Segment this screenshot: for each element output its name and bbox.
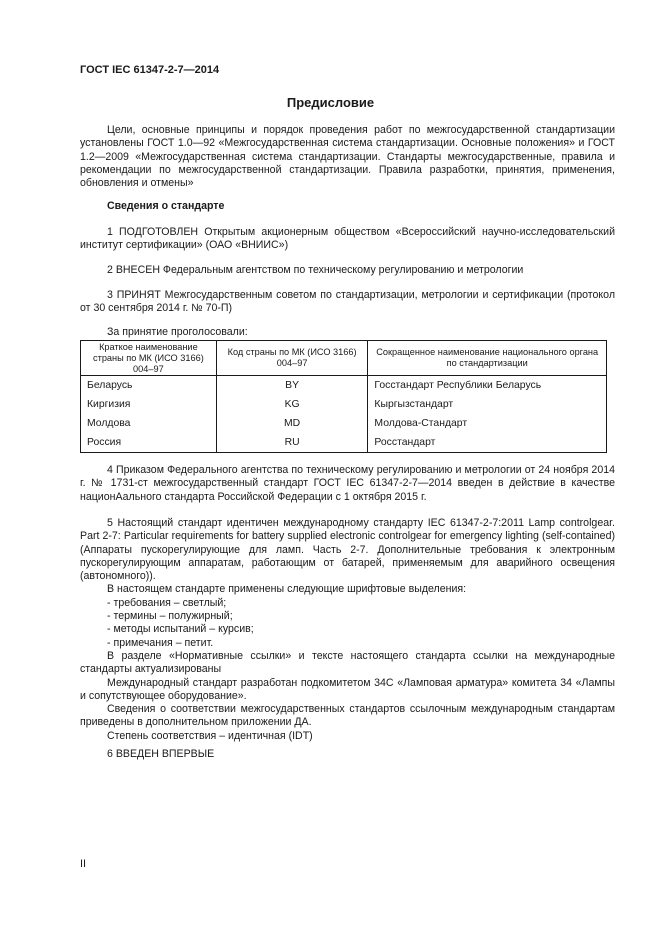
item-6: 6 ВВЕДЕН ВПЕРВЫЕ [107, 748, 215, 760]
vote-caption: За принятие проголосовали: [107, 326, 248, 338]
item-1-block [80, 226, 615, 253]
list-item: - методы испытаний – курсив; [107, 623, 254, 636]
item-4: 4 Приказом Федерального агентства по техническому регулированию и метрологии от 24 ноября 2014 г. № 1731-ст межгосударственный стандарт ГОСТ IEC 61347-2-7—2014 введен в действие в качестве национАального стандарта Российской Федерации с 1 октября 2015 г. [80, 464, 615, 503]
table-row [81, 414, 607, 433]
list-item: - примечания – петит. [107, 636, 214, 649]
item-1: 1 ПОДГОТОВЛЕН Открытым акционерным обществом «Всероссийский научно-исследовательский институт сертификации» (ОАО «ВНИИС») [80, 226, 615, 252]
table-cell-code: MD [216, 414, 368, 433]
item-5: 5 Настоящий стандарт идентичен международному стандарту IEC 61347-2-7:2011 Lamp controlgear. Part 2-7: Particular requirements for battery supplied electronic controlgear for emergency lighting (self-contained) (Аппараты пускорегулирующие для ламп. Часть 2-7. Дополнительные требования к электронным пускорегулирующим аппаратам, работающим от батарей, применяемым для аварийного освещения (автономного)). [80, 517, 615, 583]
fonts-list [80, 597, 615, 650]
intro-paragraph [80, 124, 615, 190]
item-6-block [80, 748, 615, 761]
list-item: - требования – светлый; [107, 596, 227, 609]
fonts-intro: В настоящем стандарте применены следующие шрифтовые выделения: [107, 583, 467, 596]
vote-caption-block [80, 326, 615, 339]
section-title: Сведения о стандарте [107, 200, 225, 212]
page-number: II [80, 858, 87, 870]
item-3-block [80, 289, 615, 316]
table-cell-body: Кыргызстандарт [368, 395, 607, 414]
refs-note: В разделе «Нормативные ссылки» и тексте настоящего стандарта ссылки на международные стандарты актуализированы [80, 649, 615, 676]
table-cell-code: RU [216, 433, 368, 453]
table-row [81, 395, 607, 414]
item-5-block [80, 517, 615, 743]
document-header: ГОСТ IEC 61347-2-7—2014 [80, 64, 220, 76]
table-cell-body: Росстандарт [368, 433, 607, 453]
table-header-country: Краткое наименование страны по МК (ИСО 3166) 004–97 [81, 341, 217, 376]
voting-states-table [80, 340, 607, 453]
item-2-block [80, 264, 615, 277]
table-cell-country: Россия [81, 433, 217, 453]
table-cell-country: Киргизия [81, 395, 217, 414]
item-2: 2 ВНЕСЕН Федеральным агентством по техническому регулированию и метрологии [107, 264, 524, 276]
table-cell-country: Молдова [81, 414, 217, 433]
section-heading-block [80, 200, 615, 213]
degree-note: Степень соответствия – идентичная (IDT) [107, 729, 313, 742]
table-cell-code: KG [216, 395, 368, 414]
item-4-block [80, 464, 615, 504]
item-3: 3 ПРИНЯТ Межгосударственным советом по стандартизации, метрологии и сертификации (протокол от 30 сентября 2014 г. № 70-П) [80, 289, 615, 315]
page-title: Предисловие [286, 95, 375, 110]
table-header-body: Сокращенное наименование национального органа по стандартизации [368, 341, 607, 376]
table-row [81, 433, 607, 453]
list-item: - термины – полужирный; [107, 610, 233, 623]
table-cell-code: BY [216, 376, 368, 396]
table-header-row [81, 341, 607, 376]
annex-note: Сведения о соответствии межгосударственных стандартов ссылочным международным стандартам приведены в дополнительном приложении ДА. [80, 703, 615, 729]
table-cell-body: Молдова-Стандарт [368, 414, 607, 433]
table-cell-country: Беларусь [81, 376, 217, 396]
intro-text: Цели, основные принципы и порядок проведения работ по межгосударственной стандартизации установлены ГОСТ 1.0—92 «Межгосударственная система стандартизации. Основные положения» и ГОСТ 1.2—2009 «Межгосударственная система стандартизации. Стандарты межгосударственные, правила и рекомендации по межгосударственной стандартизации. Правила разработки, принятия, применения, обновления и отмены» [80, 124, 615, 190]
table-cell-body: Госстандарт Республики Беларусь [368, 376, 607, 396]
table-header-code: Код страны по МК (ИСО 3166) 004–97 [216, 341, 368, 376]
table-row [81, 376, 607, 396]
developer-note: Международный стандарт разработан подкомитетом 34С «Ламповая арматура» комитета 34 «Лампы и сопутствующее оборудование». [80, 676, 615, 702]
